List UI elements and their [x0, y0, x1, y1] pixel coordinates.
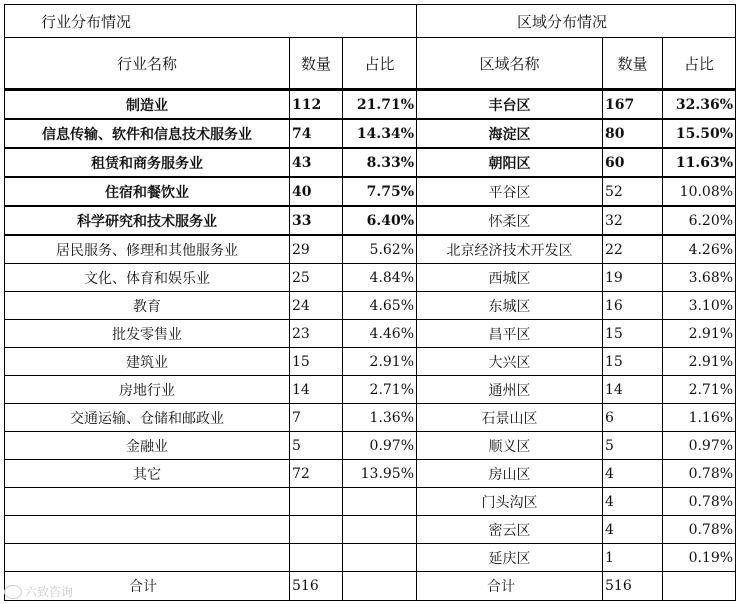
table-row: [5, 119, 736, 148]
region-share-cell: 11.63%: [663, 148, 736, 177]
industry-share-cell: 5.62%: [343, 235, 417, 264]
region-share-cell: 0.78%: [663, 488, 736, 516]
region-share-cell: 3.68%: [663, 264, 736, 292]
region-count-cell: 4: [603, 488, 663, 516]
region-name-cell: 大兴区: [417, 348, 603, 376]
region-share-cell: 4.26%: [663, 235, 736, 264]
industry-share-cell: 1.36%: [343, 404, 417, 432]
region-share-header: 占比: [663, 38, 736, 90]
region-share-cell: 1.16%: [663, 404, 736, 432]
region-name-cell: 顺义区: [417, 432, 603, 460]
region-share-cell: 2.91%: [663, 320, 736, 348]
region-name-cell: 海淀区: [417, 119, 603, 148]
industry-share-cell: 4.84%: [343, 264, 417, 292]
table-row: [5, 376, 736, 404]
industry-share-cell: 8.33%: [343, 148, 417, 177]
industry-count-cell: 24: [290, 292, 343, 320]
industry-share-header: 占比: [343, 38, 417, 90]
region-count-cell: 15: [603, 320, 663, 348]
region-count-cell: 19: [603, 264, 663, 292]
industry-count-cell: [290, 516, 343, 544]
industry-name-cell: 房地行业: [5, 376, 290, 404]
region-count-cell: 1: [603, 544, 663, 572]
industry-count-cell: [290, 488, 343, 516]
industry-count-cell: 29: [290, 235, 343, 264]
industry-share-cell: 4.65%: [343, 292, 417, 320]
region-name-cell: 石景山区: [417, 404, 603, 432]
region-share-cell: 0.78%: [663, 460, 736, 488]
table-row: [5, 348, 736, 376]
industry-name-cell: 制造业: [5, 90, 290, 120]
region-count-cell: 32: [603, 206, 663, 235]
industry-share-cell: [343, 488, 417, 516]
region-count-cell: 167: [603, 90, 663, 120]
table-row: [5, 148, 736, 177]
table-row: [5, 488, 736, 516]
region-name-cell: 延庆区: [417, 544, 603, 572]
region-name-cell: 门头沟区: [417, 488, 603, 516]
industry-name-header: 行业名称: [5, 38, 290, 90]
industry-name-cell: 信息传输、软件和信息技术服务业: [5, 119, 290, 148]
industry-share-cell: 13.95%: [343, 460, 417, 488]
industry-count-cell: 43: [290, 148, 343, 177]
industry-count-cell: [290, 544, 343, 572]
table-row: [5, 460, 736, 488]
region-share-cell: 6.20%: [663, 206, 736, 235]
industry-count-cell: 7: [290, 404, 343, 432]
region-share-cell: 32.36%: [663, 90, 736, 120]
region-total-count: 516: [603, 572, 663, 601]
industry-name-cell: [5, 544, 290, 572]
industry-name-cell: 建筑业: [5, 348, 290, 376]
industry-share-cell: 6.40%: [343, 206, 417, 235]
region-share-cell: 15.50%: [663, 119, 736, 148]
industry-count-cell: 5: [290, 432, 343, 460]
region-count-header: 数量: [603, 38, 663, 90]
section-title-row: [5, 5, 736, 38]
industry-name-cell: 科学研究和技术服务业: [5, 206, 290, 235]
industry-section-title: 行业分布情况: [5, 5, 417, 38]
industry-name-cell: 批发零售业: [5, 320, 290, 348]
region-total-label: 合计: [417, 572, 603, 601]
table-row: [5, 544, 736, 572]
region-name-cell: 朝阳区: [417, 148, 603, 177]
industry-count-cell: 23: [290, 320, 343, 348]
region-name-cell: 东城区: [417, 292, 603, 320]
region-share-cell: 2.71%: [663, 376, 736, 404]
region-count-cell: 4: [603, 516, 663, 544]
region-name-cell: 昌平区: [417, 320, 603, 348]
region-name-cell: 平谷区: [417, 177, 603, 206]
region-count-cell: 80: [603, 119, 663, 148]
table-row: [5, 404, 736, 432]
total-row: [5, 572, 736, 601]
industry-name-cell: [5, 516, 290, 544]
industry-total-label: 合计: [5, 572, 290, 601]
region-total-share: [663, 572, 736, 601]
region-share-cell: 3.10%: [663, 292, 736, 320]
distribution-table: [4, 4, 736, 601]
industry-count-cell: 14: [290, 376, 343, 404]
region-share-cell: 0.97%: [663, 432, 736, 460]
industry-count-header: 数量: [290, 38, 343, 90]
table-row: [5, 320, 736, 348]
region-section-title: 区域分布情况: [417, 5, 736, 38]
region-share-cell: 10.08%: [663, 177, 736, 206]
table-row: [5, 292, 736, 320]
industry-total-share: [343, 572, 417, 601]
industry-share-cell: 0.97%: [343, 432, 417, 460]
industry-share-cell: [343, 516, 417, 544]
industry-share-cell: [343, 544, 417, 572]
region-count-cell: 52: [603, 177, 663, 206]
industry-name-cell: 文化、体育和娱乐业: [5, 264, 290, 292]
table-row: [5, 235, 736, 264]
region-count-cell: 16: [603, 292, 663, 320]
region-name-cell: 房山区: [417, 460, 603, 488]
table-row: [5, 264, 736, 292]
table-row: [5, 432, 736, 460]
watermark: [4, 583, 73, 600]
industry-name-cell: 教育: [5, 292, 290, 320]
region-name-cell: 西城区: [417, 264, 603, 292]
industry-share-cell: 7.75%: [343, 177, 417, 206]
table-row: [5, 516, 736, 544]
industry-count-cell: 40: [290, 177, 343, 206]
region-count-cell: 6: [603, 404, 663, 432]
region-name-cell: 北京经济技术开发区: [417, 235, 603, 264]
industry-name-cell: 交通运输、仓储和邮政业: [5, 404, 290, 432]
region-count-cell: 22: [603, 235, 663, 264]
industry-name-cell: 居民服务、修理和其他服务业: [5, 235, 290, 264]
region-count-cell: 14: [603, 376, 663, 404]
industry-share-cell: 4.46%: [343, 320, 417, 348]
industry-name-cell: 住宿和餐饮业: [5, 177, 290, 206]
watermark-logo-icon: [4, 585, 22, 599]
industry-name-cell: [5, 488, 290, 516]
industry-count-cell: 15: [290, 348, 343, 376]
industry-share-cell: 21.71%: [343, 90, 417, 120]
region-share-cell: 2.91%: [663, 348, 736, 376]
watermark-text: 六致咨询: [25, 585, 74, 599]
table-row: [5, 177, 736, 206]
industry-name-cell: 其它: [5, 460, 290, 488]
region-share-cell: 0.19%: [663, 544, 736, 572]
region-name-cell: 密云区: [417, 516, 603, 544]
industry-count-cell: 74: [290, 119, 343, 148]
region-name-cell: 通州区: [417, 376, 603, 404]
table-row: [5, 206, 736, 235]
region-name-header: 区域名称: [417, 38, 603, 90]
industry-total-count: 516: [290, 572, 343, 601]
industry-count-cell: 25: [290, 264, 343, 292]
region-count-cell: 60: [603, 148, 663, 177]
region-share-cell: 0.78%: [663, 516, 736, 544]
region-name-cell: 怀柔区: [417, 206, 603, 235]
industry-name-cell: 金融业: [5, 432, 290, 460]
industry-name-cell: 租赁和商务服务业: [5, 148, 290, 177]
industry-count-cell: 72: [290, 460, 343, 488]
column-header-row: [5, 38, 736, 90]
region-count-cell: 15: [603, 348, 663, 376]
industry-share-cell: 2.71%: [343, 376, 417, 404]
industry-share-cell: 14.34%: [343, 119, 417, 148]
industry-count-cell: 112: [290, 90, 343, 120]
region-name-cell: 丰台区: [417, 90, 603, 120]
region-count-cell: 5: [603, 432, 663, 460]
table-row: [5, 90, 736, 120]
industry-share-cell: 2.91%: [343, 348, 417, 376]
industry-count-cell: 33: [290, 206, 343, 235]
region-count-cell: 4: [603, 460, 663, 488]
